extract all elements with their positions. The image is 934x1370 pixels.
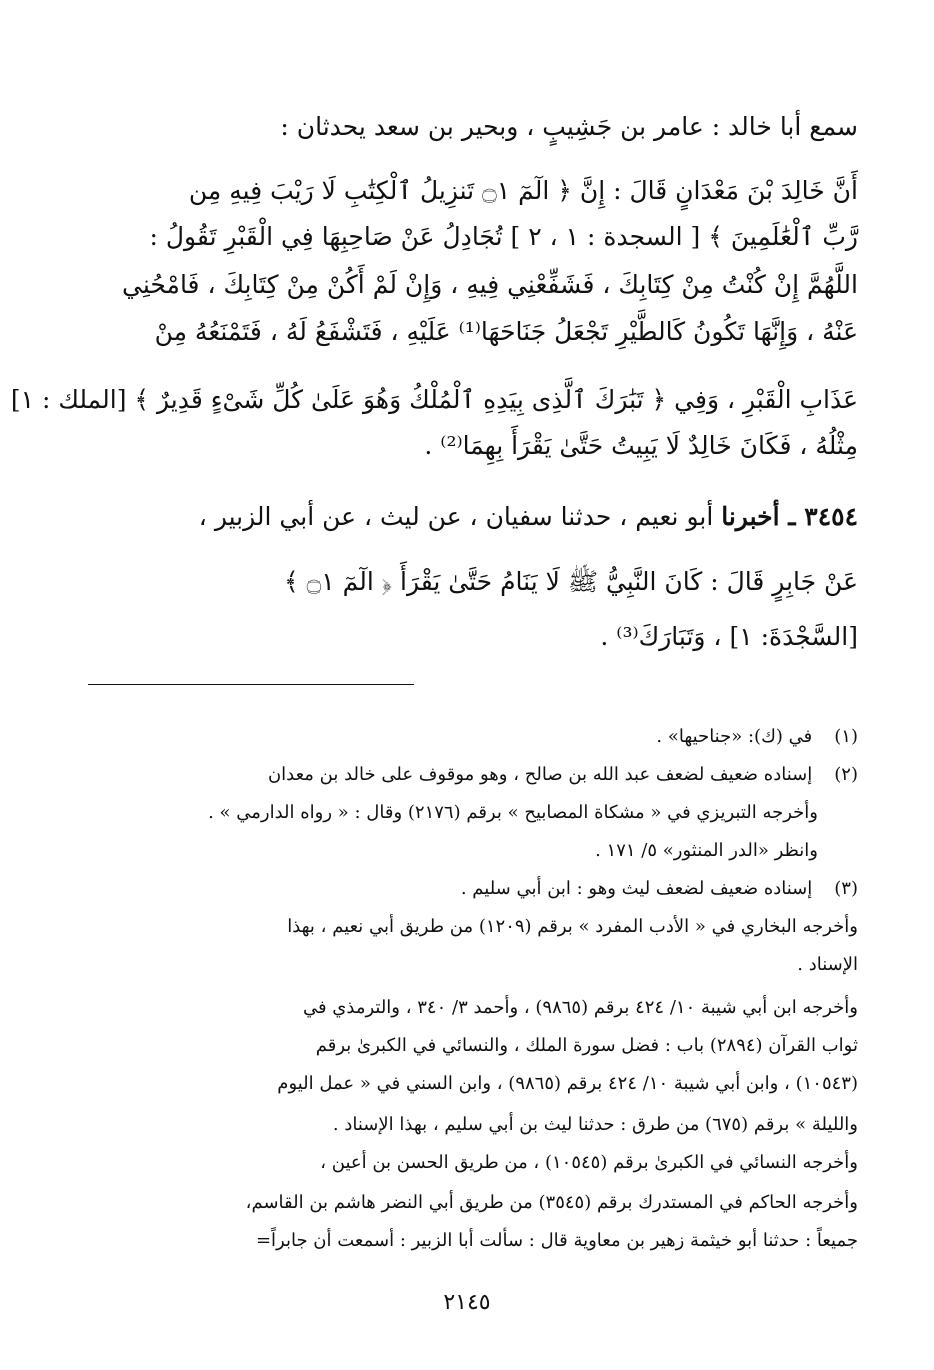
- hadith-matn-line: [السَّجْدَةَ: ١] ، وَتَبَارَكَ⁽³⁾ .: [600, 622, 858, 651]
- hadith-heading: [88, 502, 858, 531]
- hadith-dash: ـ: [779, 502, 805, 531]
- matn-line: مِثْلُهُ ، فَكَانَ خَالِدٌ لَا يَبِيتُ حَتَّىٰ يَقْرَأَ بِهِمَا⁽²⁾ .: [424, 431, 858, 460]
- footnote-divider: [88, 684, 414, 685]
- footnote-text: إسناده ضعيف لضعف عبد الله بن صالح ، وهو موقوف على خالد بن معدان: [267, 764, 813, 785]
- footnote-text: وأخرجه النسائي في الكبرىٰ برقم (١٠٥٤٥) ، من طريق الحسن بن أعين ،: [320, 1152, 858, 1173]
- footnote-text: وأخرجه ابن أبي شيبة ١٠/ ٤٢٤ برقم (٩٨٦٥) ، وأحمد ٣/ ٣٤٠ ، والترمذي في: [302, 997, 858, 1018]
- footnote-text: (١٠٥٤٣) ، وابن أبي شيبة ١٠/ ٤٢٤ برقم (٩٨٦٥) ، وابن السني في « عمل اليوم: [277, 1073, 858, 1094]
- matn-line: أَنَّ خَالِدَ بْنَ مَعْدَانٍ قَالَ : إِنَّ ﴿ الٓمٓ ۝١ تَنزِيلُ ٱلْكِتَٰبِ لَا رَيْبَ فِيهِ مِن: [188, 176, 858, 205]
- footnote-1: [88, 726, 858, 747]
- footnote-text: وأخرجه الحاكم في المستدرك برقم (٣٥٤٥) من طريق أبي النضر هاشم بن القاسم،: [245, 1192, 858, 1213]
- footnote-number: (١): [834, 726, 858, 747]
- footnote-text: ثواب القرآن (٢٨٩٤) باب : فضل سورة الملك ، والنسائي في الكبرىٰ برقم: [315, 1035, 858, 1056]
- footnote-3: [88, 878, 858, 899]
- matn-line: عَذَابِ الْقَبْرِ ، وَفِي ﴿ تَبَٰرَكَ ٱلَّذِى بِيَدِهِ ٱلْمُلْكُ وَهُوَ عَلَىٰ كُلِّ شَىْءٍ قَدِيرٌ ﴾ [الملك : ١]: [10, 385, 858, 414]
- hadith-number: ٣٤٥٤: [804, 502, 858, 531]
- footnote-text: إسناده ضعيف لضعف ليث وهو : ابن أبي سليم .: [460, 878, 813, 899]
- matn-line: رَّبِّ ٱلْعَٰلَمِينَ ﴾ [ السجدة : ١ ، ٢ ] تُجَادِلُ عَنْ صَاحِبِهَا فِي الْقَبْرِ تَقُولُ :: [149, 222, 858, 251]
- hadith-isnad: أبو نعيم ، حدثنا سفيان ، عن ليث ، عن أبي الزبير ،: [198, 502, 722, 531]
- intro-line: سمع أبا خالد : عامر بن جَشِيبٍ ، وبحير بن سعد يحدثان :: [280, 112, 858, 141]
- footnote-text: وأخرجه التبريزي في « مشكاة المصابيح » برقم (٢١٧٦) وقال : « رواه الدارمي » .: [208, 802, 818, 823]
- matn-line: اللَّهُمَّ إِنْ كُنْتُ مِنْ كِتَابِكَ ، فَشَفِّعْنِي فِيهِ ، وَإِنْ لَمْ أَكُنْ مِنْ كِتَابِكَ ، فَامْحُنِي: [122, 270, 858, 299]
- footnote-text: جميعاً : حدثنا أبو خيثمة زهير بن معاوية قال : سألت أبا الزبير : أسمعت أن جابراً=: [255, 1230, 858, 1251]
- page-body: [10, 104, 858, 1344]
- footnote-text: الإسناد .: [797, 954, 858, 975]
- footnote-text: في (ك): «جناحيها» .: [656, 726, 813, 747]
- footnote-number: (٣): [834, 878, 858, 899]
- hadith-matn-line: عَنْ جَابِرٍ قَالَ : كَانَ النَّبِيُّ ﷺ لَا يَنَامُ حَتَّىٰ يَقْرَأَ ﴿ الٓمٓ ۝١ ﴾: [283, 567, 858, 596]
- matn-line: عَنْهُ ، وَإِنَّهَا تَكُونُ كَالطَّيْرِ تَجْعَلُ جَنَاحَهَا⁽¹⁾ عَلَيْهِ ، فَتَشْفَعُ لَهُ ، فَتَمْنَعُهُ مِنْ: [154, 317, 858, 346]
- footnote-text: وانظر «الدر المنثور» ٥/ ١٧١ .: [595, 840, 818, 861]
- footnote-number: (٢): [834, 764, 858, 785]
- footnote-2: [88, 764, 858, 785]
- page-number: ٢١٤٥: [443, 1290, 491, 1315]
- footnote-text: وأخرجه البخاري في « الأدب المفرد » برقم (١٢٠٩) من طريق أبي نعيم ، بهذا: [287, 916, 858, 937]
- hadith-akhbarana: أخبرنا: [721, 502, 780, 531]
- footnote-text: والليلة » برقم (٦٧٥) من طرق : حدثنا ليث بن أبي سليم ، بهذا الإسناد .: [332, 1114, 858, 1135]
